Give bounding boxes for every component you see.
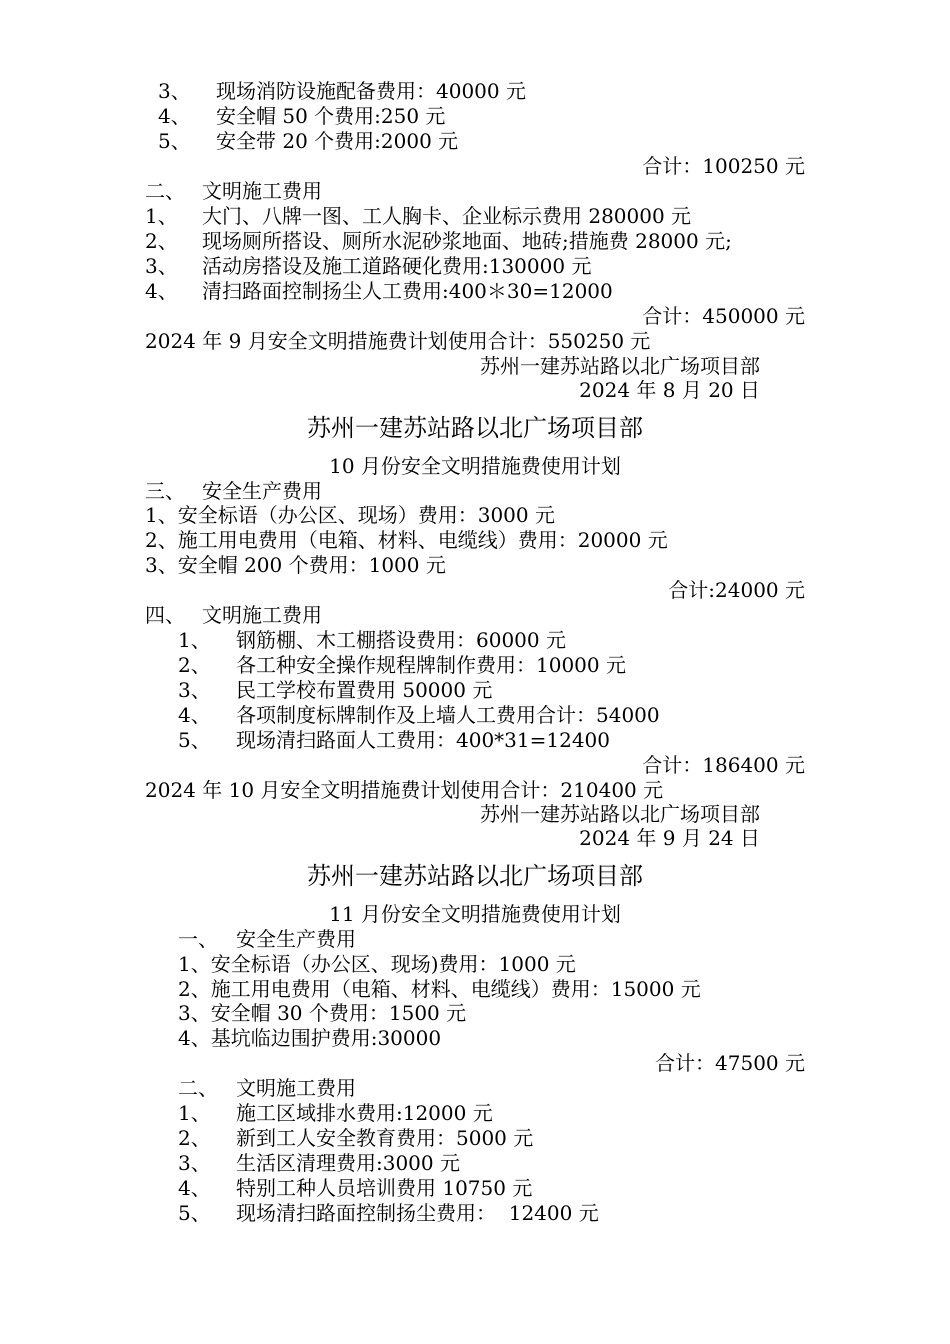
signature-org: 苏州一建苏站路以北广场项目部 bbox=[480, 354, 760, 378]
item-number: 2、 bbox=[178, 1126, 211, 1150]
item-number: 4、 bbox=[178, 1176, 211, 1200]
item-number: 3、 bbox=[178, 678, 211, 702]
item-number: 1、 bbox=[178, 628, 211, 652]
section-number: 二、 bbox=[178, 1076, 218, 1100]
section-number: 四、 bbox=[145, 603, 185, 627]
signature-org: 苏州一建苏站路以北广场项目部 bbox=[480, 802, 760, 826]
item-text: 特别工种人员培训费用 10750 元 bbox=[236, 1176, 533, 1200]
item-text: 现场清扫路面人工费用：400*31=12400 bbox=[236, 728, 611, 752]
org-header: 苏州一建苏站路以北广场项目部 bbox=[307, 414, 643, 442]
section-title: 文明施工费用 bbox=[202, 179, 322, 203]
plan-title: 10 月份安全文明措施费使用计划 bbox=[329, 454, 621, 478]
item-text: 4、基坑临边围护费用:30000 bbox=[178, 1026, 442, 1050]
item-text: 2、施工用电费用（电箱、材料、电缆线）费用：20000 元 bbox=[145, 528, 668, 552]
item-text: 现场厕所搭设、厕所水泥砂浆地面、地砖;措施费 28000 元; bbox=[202, 229, 732, 253]
grand-total: 2024 年 9 月安全文明措施费计划使用合计：550250 元 bbox=[145, 329, 651, 353]
plan-title: 11 月份安全文明措施费使用计划 bbox=[329, 902, 621, 926]
item-text: 大门、八牌一图、工人胸卡、企业标示费用 280000 元 bbox=[202, 204, 692, 228]
item-number: 3、 bbox=[178, 1151, 211, 1175]
item-number: 4、 bbox=[145, 279, 178, 303]
item-text: 安全带 20 个费用:2000 元 bbox=[216, 129, 459, 153]
item-number: 4、 bbox=[158, 104, 191, 128]
item-text: 3、安全帽 200 个费用：1000 元 bbox=[145, 553, 446, 577]
subtotal: 合计：47500 元 bbox=[655, 1051, 805, 1075]
item-number: 5、 bbox=[178, 728, 211, 752]
item-text: 1、安全标语（办公区、现场）费用：3000 元 bbox=[145, 503, 555, 527]
signature-date: 2024 年 9 月 24 日 bbox=[579, 826, 760, 850]
section-title: 安全生产费用 bbox=[202, 479, 322, 503]
item-number: 3、 bbox=[145, 254, 178, 278]
signature-date: 2024 年 8 月 20 日 bbox=[579, 378, 760, 402]
section-number: 一、 bbox=[178, 927, 218, 951]
item-text: 民工学校布置费用 50000 元 bbox=[236, 678, 493, 702]
subtotal: 合计：450000 元 bbox=[642, 304, 805, 328]
item-text: 各工种安全操作规程牌制作费用：10000 元 bbox=[236, 653, 626, 677]
grand-total: 2024 年 10 月安全文明措施费计划使用合计：210400 元 bbox=[145, 778, 664, 802]
item-text: 活动房搭设及施工道路硬化费用:130000 元 bbox=[202, 254, 592, 278]
item-text: 安全帽 50 个费用:250 元 bbox=[216, 104, 446, 128]
item-number: 2、 bbox=[178, 653, 211, 677]
item-text: 现场清扫路面控制扬尘费用： 12400 元 bbox=[236, 1201, 599, 1225]
item-text: 施工区域排水费用:12000 元 bbox=[236, 1101, 493, 1125]
item-text: 现场消防设施配备费用：40000 元 bbox=[216, 79, 526, 103]
item-number: 4、 bbox=[178, 703, 211, 727]
item-text: 2、施工用电费用（电箱、材料、电缆线）费用：15000 元 bbox=[178, 977, 701, 1001]
item-text: 生活区清理费用:3000 元 bbox=[236, 1151, 460, 1175]
section-number: 三、 bbox=[145, 479, 185, 503]
item-number: 1、 bbox=[178, 1101, 211, 1125]
item-text: 3、安全帽 30 个费用：1500 元 bbox=[178, 1001, 467, 1025]
item-number: 3、 bbox=[158, 79, 191, 103]
item-number: 5、 bbox=[158, 129, 191, 153]
subtotal: 合计：100250 元 bbox=[642, 154, 805, 178]
section-title: 文明施工费用 bbox=[236, 1076, 356, 1100]
section-number: 二、 bbox=[145, 179, 185, 203]
item-text: 新到工人安全教育费用：5000 元 bbox=[236, 1126, 534, 1150]
item-number: 1、 bbox=[145, 204, 178, 228]
org-header: 苏州一建苏站路以北广场项目部 bbox=[307, 862, 643, 890]
item-text: 清扫路面控制扬尘人工费用:400＊30=12000 bbox=[202, 279, 613, 303]
section-title: 安全生产费用 bbox=[236, 927, 356, 951]
section-title: 文明施工费用 bbox=[202, 603, 322, 627]
item-text: 各项制度标牌制作及上墙人工费用合计：54000 bbox=[236, 703, 660, 727]
subtotal: 合计：186400 元 bbox=[642, 753, 805, 777]
item-text: 1、安全标语（办公区、现场)费用：1000 元 bbox=[178, 952, 576, 976]
item-text: 钢筋棚、木工棚搭设费用：60000 元 bbox=[236, 628, 566, 652]
item-number: 2、 bbox=[145, 229, 178, 253]
subtotal: 合计:24000 元 bbox=[668, 578, 805, 602]
item-number: 5、 bbox=[178, 1201, 211, 1225]
